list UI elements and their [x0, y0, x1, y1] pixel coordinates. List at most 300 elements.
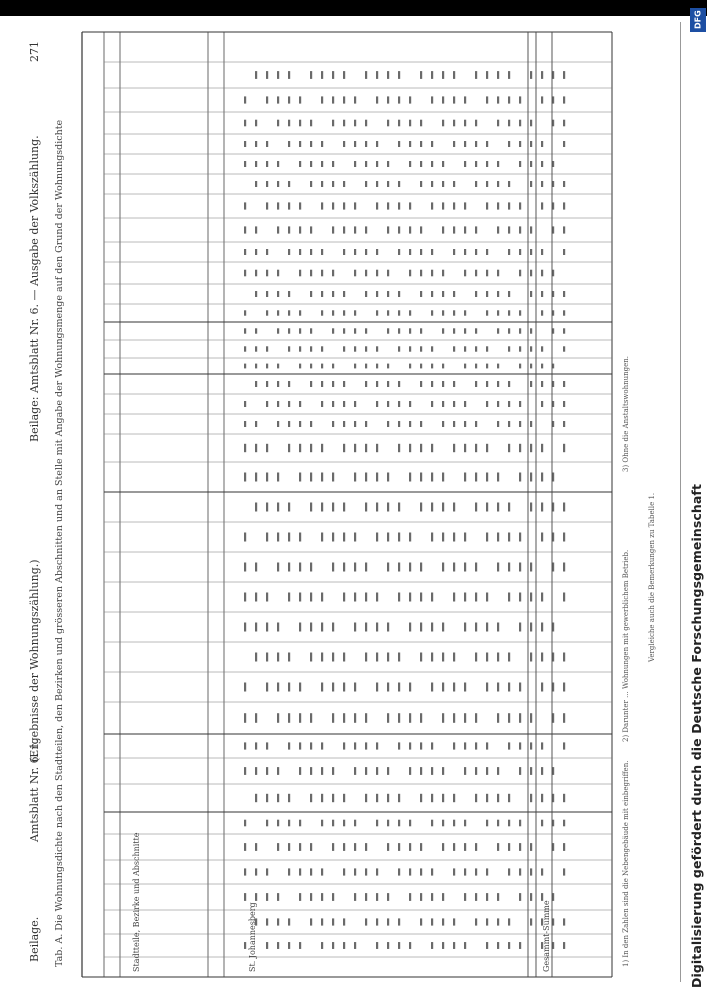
printed-figure-mark — [519, 893, 521, 901]
printed-figure-mark — [376, 742, 378, 749]
printed-figure-mark — [299, 328, 301, 333]
printed-figure-mark — [508, 96, 510, 103]
printed-figure-mark — [409, 96, 411, 103]
printed-figure-mark — [420, 593, 422, 602]
printed-figure-mark — [376, 141, 378, 147]
printed-figure-mark — [244, 141, 246, 147]
printed-figure-mark — [376, 291, 378, 297]
printed-figure-mark — [288, 742, 290, 749]
printed-figure-mark — [464, 161, 466, 167]
printed-figure-mark — [530, 421, 532, 427]
printed-figure-mark — [376, 310, 378, 315]
printed-figure-mark — [255, 328, 257, 333]
printed-figure-mark — [244, 161, 246, 167]
printed-figure-mark — [354, 533, 356, 542]
printed-figure-mark — [387, 473, 389, 482]
printed-figure-mark — [398, 444, 400, 452]
printed-figure-mark — [398, 249, 400, 255]
printed-figure-mark — [464, 593, 466, 602]
printed-figure-mark — [541, 202, 543, 209]
printed-figure-mark — [464, 843, 466, 851]
printed-figure-mark — [365, 141, 367, 147]
printed-figure-mark — [431, 623, 433, 632]
printed-figure-mark — [376, 181, 378, 187]
printed-figure-mark — [277, 364, 279, 369]
printed-figure-mark — [486, 623, 488, 632]
printed-figure-mark — [442, 161, 444, 167]
printed-figure-mark — [508, 226, 510, 233]
printed-figure-mark — [277, 713, 279, 723]
printed-figure-mark — [332, 683, 334, 692]
printed-figure-mark — [519, 249, 521, 255]
printed-figure-mark — [376, 161, 378, 167]
printed-figure-mark — [398, 346, 400, 351]
printed-figure-mark — [354, 141, 356, 147]
printed-figure-mark — [530, 226, 532, 233]
printed-figure-mark — [244, 713, 246, 723]
printed-figure-mark — [475, 593, 477, 602]
printed-figure-mark — [365, 843, 367, 851]
printed-figure-mark — [409, 713, 411, 723]
printed-figure-mark — [277, 918, 279, 925]
printed-figure-mark — [442, 71, 444, 79]
printed-figure-mark — [354, 202, 356, 209]
printed-figure-mark — [409, 249, 411, 255]
printed-figure-mark — [244, 444, 246, 452]
printed-figure-mark — [464, 364, 466, 369]
printed-figure-mark — [255, 421, 257, 427]
printed-figure-mark — [310, 742, 312, 749]
printed-figure-mark — [288, 249, 290, 255]
printed-figure-mark — [464, 346, 466, 351]
printed-figure-mark — [431, 533, 433, 542]
printed-figure-mark — [288, 421, 290, 427]
printed-figure-mark — [530, 381, 532, 387]
printed-figure-mark — [541, 683, 543, 692]
printed-figure-mark — [376, 820, 378, 827]
printed-figure-mark — [255, 120, 257, 127]
printed-figure-mark — [409, 563, 411, 572]
printed-figure-mark — [453, 942, 455, 949]
printed-figure-mark — [299, 421, 301, 427]
printed-figure-mark — [508, 328, 510, 333]
printed-figure-mark — [266, 533, 268, 542]
printed-figure-mark — [376, 96, 378, 103]
printed-figure-mark — [299, 623, 301, 632]
printed-figure-mark — [508, 653, 510, 662]
printed-figure-mark — [431, 381, 433, 387]
printed-figure-mark — [497, 181, 499, 187]
printed-figure-mark — [563, 563, 565, 572]
printed-figure-mark — [563, 593, 565, 602]
printed-figure-mark — [508, 401, 510, 407]
printed-figure-mark — [299, 683, 301, 692]
printed-figure-mark — [244, 473, 246, 482]
printed-figure-mark — [508, 593, 510, 602]
printed-figure-mark — [486, 181, 488, 187]
printed-figure-mark — [332, 71, 334, 79]
printed-figure-mark — [398, 381, 400, 387]
printed-figure-mark — [277, 120, 279, 127]
printed-figure-mark — [453, 563, 455, 572]
printed-figure-mark — [409, 893, 411, 901]
printed-figure-mark — [420, 843, 422, 851]
printed-figure-mark — [321, 683, 323, 692]
printed-figure-mark — [255, 742, 257, 749]
printed-figure-mark — [310, 120, 312, 127]
printed-figure-mark — [530, 444, 532, 452]
printed-figure-mark — [299, 346, 301, 351]
printed-figure-mark — [420, 328, 422, 333]
printed-figure-mark — [442, 653, 444, 662]
printed-figure-mark — [409, 868, 411, 875]
printed-figure-mark — [255, 893, 257, 901]
printed-figure-mark — [398, 401, 400, 407]
printed-figure-mark — [387, 401, 389, 407]
printed-figure-mark — [563, 503, 565, 512]
printed-figure-mark — [321, 310, 323, 315]
printed-figure-mark — [563, 533, 565, 542]
printed-figure-mark — [431, 653, 433, 662]
printed-figure-mark — [431, 71, 433, 79]
printed-figure-mark — [266, 473, 268, 482]
printed-figure-mark — [299, 444, 301, 452]
printed-figure-mark — [497, 533, 499, 542]
printed-figure-mark — [497, 291, 499, 297]
printed-figure-mark — [255, 563, 257, 572]
printed-figure-mark — [299, 893, 301, 901]
printed-figure-mark — [332, 364, 334, 369]
printed-figure-mark — [354, 843, 356, 851]
printed-figure-mark — [354, 820, 356, 827]
printed-figure-mark — [310, 270, 312, 277]
printed-figure-mark — [387, 713, 389, 723]
printed-figure-mark — [409, 401, 411, 407]
printed-figure-mark — [266, 820, 268, 827]
printed-figure-mark — [530, 161, 532, 167]
printed-figure-mark — [431, 767, 433, 775]
printed-figure-mark — [277, 310, 279, 315]
printed-figure-mark — [420, 364, 422, 369]
printed-figure-mark — [387, 683, 389, 692]
printed-figure-mark — [365, 713, 367, 723]
printed-figure-mark — [277, 421, 279, 427]
printed-figure-mark — [541, 346, 543, 351]
printed-figure-mark — [497, 71, 499, 79]
printed-figure-mark — [541, 767, 543, 775]
printed-figure-mark — [321, 444, 323, 452]
printed-figure-mark — [321, 533, 323, 542]
printed-figure-mark — [365, 893, 367, 901]
printed-figure-mark — [420, 381, 422, 387]
printed-figure-mark — [563, 96, 565, 103]
printed-figure-mark — [497, 421, 499, 427]
printed-figure-mark — [299, 249, 301, 255]
printed-figure-mark — [310, 713, 312, 723]
printed-figure-mark — [255, 843, 257, 851]
printed-figure-mark — [486, 291, 488, 297]
printed-figure-mark — [321, 381, 323, 387]
printed-figure-mark — [365, 473, 367, 482]
printed-figure-mark — [530, 742, 532, 749]
printed-figure-mark — [277, 381, 279, 387]
printed-figure-mark — [431, 794, 433, 802]
printed-figure-mark — [354, 767, 356, 775]
printed-figure-mark — [442, 713, 444, 723]
printed-figure-mark — [519, 444, 521, 452]
printed-figure-mark — [409, 141, 411, 147]
printed-figure-mark — [486, 533, 488, 542]
printed-figure-mark — [497, 503, 499, 512]
printed-figure-mark — [497, 310, 499, 315]
printed-figure-mark — [365, 742, 367, 749]
printed-figure-mark — [332, 843, 334, 851]
printed-figure-mark — [376, 767, 378, 775]
printed-figure-mark — [486, 401, 488, 407]
printed-figure-mark — [266, 593, 268, 602]
printed-figure-mark — [244, 249, 246, 255]
printed-figure-mark — [266, 346, 268, 351]
printed-figure-mark — [343, 742, 345, 749]
printed-figure-mark — [530, 249, 532, 255]
printed-figure-mark — [321, 767, 323, 775]
printed-figure-mark — [431, 683, 433, 692]
printed-figure-mark — [354, 942, 356, 949]
printed-figure-mark — [530, 473, 532, 482]
printed-figure-mark — [497, 328, 499, 333]
printed-figure-mark — [420, 421, 422, 427]
printed-figure-mark — [343, 181, 345, 187]
printed-figure-mark — [563, 918, 565, 925]
printed-figure-mark — [475, 291, 477, 297]
printed-figure-mark — [563, 181, 565, 187]
printed-figure-mark — [453, 820, 455, 827]
printed-figure-mark — [288, 401, 290, 407]
printed-figure-mark — [387, 310, 389, 315]
printed-figure-mark — [299, 713, 301, 723]
printed-figure-mark — [288, 141, 290, 147]
printed-figure-mark — [343, 820, 345, 827]
printed-figure-mark — [431, 473, 433, 482]
printed-figure-mark — [376, 473, 378, 482]
printed-figure-mark — [431, 141, 433, 147]
printed-figure-mark — [310, 767, 312, 775]
printed-figure-mark — [343, 503, 345, 512]
printed-figure-mark — [508, 291, 510, 297]
printed-figure-mark — [442, 421, 444, 427]
printed-figure-mark — [486, 161, 488, 167]
printed-figure-mark — [277, 401, 279, 407]
printed-figure-mark — [508, 381, 510, 387]
printed-figure-mark — [486, 742, 488, 749]
printed-figure-mark — [508, 794, 510, 802]
printed-figure-mark — [442, 893, 444, 901]
printed-figure-mark — [376, 401, 378, 407]
page-header-center: Beilage: Amtsblatt Nr. 6. — Ausgabe der Volkszählung. — [28, 135, 41, 442]
printed-figure-mark — [310, 653, 312, 662]
printed-figure-mark — [519, 161, 521, 167]
printed-figure-mark — [343, 918, 345, 925]
printed-figure-mark — [442, 226, 444, 233]
printed-figure-mark — [486, 270, 488, 277]
printed-figure-mark — [519, 141, 521, 147]
printed-figure-mark — [453, 401, 455, 407]
printed-figure-mark — [409, 767, 411, 775]
printed-figure-mark — [475, 161, 477, 167]
printed-figure-mark — [365, 120, 367, 127]
printed-figure-mark — [519, 820, 521, 827]
printed-figure-mark — [288, 868, 290, 875]
printed-figure-mark — [442, 364, 444, 369]
printed-figure-mark — [464, 270, 466, 277]
printed-figure-mark — [530, 503, 532, 512]
printed-figure-mark — [266, 364, 268, 369]
printed-figure-mark — [255, 226, 257, 233]
printed-figure-mark — [497, 713, 499, 723]
printed-figure-mark — [376, 202, 378, 209]
printed-figure-mark — [508, 249, 510, 255]
printed-figure-mark — [354, 270, 356, 277]
printed-figure-mark — [486, 767, 488, 775]
printed-figure-mark — [321, 794, 323, 802]
printed-figure-mark — [277, 683, 279, 692]
footnote-2: 2) Darunter ... Wohnungen mit gewerblichem Betrieb. — [622, 549, 630, 742]
printed-figure-mark — [277, 202, 279, 209]
printed-figure-mark — [409, 161, 411, 167]
printed-figure-mark — [266, 161, 268, 167]
printed-figure-mark — [563, 346, 565, 351]
printed-figure-mark — [343, 713, 345, 723]
printed-figure-mark — [266, 381, 268, 387]
printed-figure-mark — [354, 683, 356, 692]
printed-figure-mark — [277, 893, 279, 901]
printed-figure-mark — [420, 249, 422, 255]
printed-figure-mark — [365, 161, 367, 167]
printed-figure-mark — [442, 623, 444, 632]
printed-figure-mark — [387, 794, 389, 802]
printed-figure-mark — [486, 473, 488, 482]
printed-figure-mark — [475, 381, 477, 387]
printed-figure-mark — [310, 843, 312, 851]
printed-figure-mark — [310, 593, 312, 602]
printed-figure-mark — [497, 226, 499, 233]
printed-figure-mark — [409, 310, 411, 315]
printed-figure-mark — [332, 794, 334, 802]
printed-figure-mark — [486, 503, 488, 512]
printed-figure-mark — [398, 593, 400, 602]
printed-figure-mark — [321, 270, 323, 277]
printed-figure-mark — [475, 918, 477, 925]
printed-figure-mark — [519, 364, 521, 369]
printed-figure-mark — [442, 843, 444, 851]
printed-figure-mark — [464, 310, 466, 315]
printed-figure-mark — [563, 141, 565, 147]
printed-figure-mark — [420, 918, 422, 925]
printed-figure-mark — [376, 918, 378, 925]
printed-figure-mark — [530, 120, 532, 127]
printed-figure-mark — [354, 364, 356, 369]
printed-figure-mark — [475, 623, 477, 632]
printed-figure-mark — [486, 202, 488, 209]
printed-figure-mark — [332, 381, 334, 387]
printed-figure-mark — [321, 623, 323, 632]
printed-figure-mark — [277, 291, 279, 297]
printed-figure-mark — [343, 563, 345, 572]
printed-figure-mark — [541, 623, 543, 632]
printed-figure-mark — [420, 291, 422, 297]
printed-figure-mark — [431, 364, 433, 369]
printed-figure-mark — [475, 181, 477, 187]
printed-figure-mark — [530, 653, 532, 662]
printed-figure-mark — [541, 653, 543, 662]
printed-figure-mark — [508, 683, 510, 692]
printed-figure-mark — [453, 310, 455, 315]
printed-figure-mark — [376, 71, 378, 79]
printed-figure-mark — [453, 794, 455, 802]
printed-figure-mark — [321, 181, 323, 187]
printed-figure-mark — [475, 563, 477, 572]
printed-figure-mark — [486, 381, 488, 387]
printed-figure-mark — [563, 942, 565, 949]
printed-figure-mark — [453, 249, 455, 255]
printed-figure-mark — [332, 226, 334, 233]
printed-figure-mark — [255, 868, 257, 875]
printed-figure-mark — [244, 96, 246, 103]
printed-figure-mark — [387, 120, 389, 127]
printed-figure-mark — [277, 71, 279, 79]
printed-figure-mark — [409, 533, 411, 542]
printed-figure-mark — [431, 96, 433, 103]
printed-figure-mark — [420, 563, 422, 572]
footnote-1: 1) In den Zahlen sind die Nebengebäude mit einbegriffen. — [622, 760, 630, 967]
printed-figure-mark — [497, 623, 499, 632]
printed-figure-mark — [453, 71, 455, 79]
printed-figure-mark — [541, 96, 543, 103]
printed-figure-mark — [354, 346, 356, 351]
printed-figure-mark — [255, 181, 257, 187]
printed-figure-mark — [244, 421, 246, 427]
printed-figure-mark — [497, 563, 499, 572]
printed-figure-mark — [255, 794, 257, 802]
printed-figure-mark — [541, 820, 543, 827]
printed-figure-mark — [541, 593, 543, 602]
printed-figure-mark — [365, 593, 367, 602]
printed-figure-mark — [409, 820, 411, 827]
printed-figure-mark — [321, 161, 323, 167]
printed-figure-mark — [299, 161, 301, 167]
printed-figure-mark — [343, 421, 345, 427]
printed-figure-mark — [321, 141, 323, 147]
printed-figure-mark — [464, 868, 466, 875]
printed-figure-mark — [519, 742, 521, 749]
printed-figure-mark — [541, 533, 543, 542]
printed-figure-mark — [464, 820, 466, 827]
printed-figure-mark — [541, 381, 543, 387]
printed-figure-mark — [321, 401, 323, 407]
printed-figure-mark — [420, 270, 422, 277]
printed-figure-mark — [541, 794, 543, 802]
printed-figure-mark — [398, 181, 400, 187]
printed-figure-mark — [255, 593, 257, 602]
printed-figure-mark — [343, 381, 345, 387]
printed-figure-mark — [519, 328, 521, 333]
printed-figure-mark — [376, 270, 378, 277]
printed-figure-mark — [541, 249, 543, 255]
printed-figure-mark — [420, 141, 422, 147]
printed-figure-mark — [530, 346, 532, 351]
printed-figure-mark — [288, 202, 290, 209]
printed-figure-mark — [266, 270, 268, 277]
